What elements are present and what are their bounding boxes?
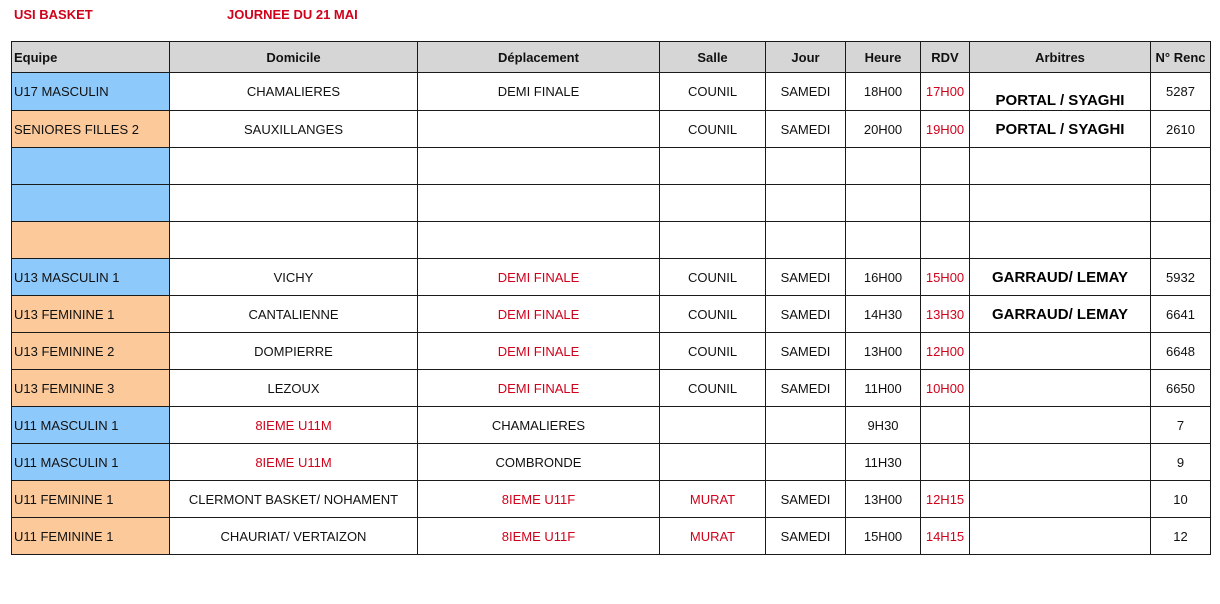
cell-deplacement bbox=[418, 222, 660, 259]
header-renc: N° Renc bbox=[1151, 42, 1211, 73]
cell-salle bbox=[660, 222, 766, 259]
cell-equipe: SENIORES FILLES 2 bbox=[12, 111, 170, 148]
cell-rdv bbox=[921, 185, 970, 222]
cell-jour: SAMEDI bbox=[766, 73, 846, 111]
table-row bbox=[12, 185, 1211, 222]
cell-domicile: CHAURIAT/ VERTAIZON bbox=[170, 518, 418, 555]
cell-equipe: U13 FEMININE 3 bbox=[12, 370, 170, 407]
cell-rdv: 15H00 bbox=[921, 259, 970, 296]
cell-domicile: 8IEME U11M bbox=[170, 407, 418, 444]
cell-heure: 16H00 bbox=[846, 259, 921, 296]
cell-rdv: 12H00 bbox=[921, 333, 970, 370]
cell-arbitres: PORTAL / SYAGHI bbox=[970, 111, 1151, 148]
cell-equipe: U17 MASCULIN bbox=[12, 73, 170, 111]
table-row bbox=[12, 296, 1211, 333]
cell-equipe: U13 MASCULIN 1 bbox=[12, 259, 170, 296]
cell-arbitres bbox=[970, 518, 1151, 555]
table-row bbox=[12, 444, 1211, 481]
cell-jour bbox=[766, 148, 846, 185]
cell-renc: 6641 bbox=[1151, 296, 1211, 333]
cell-salle: COUNIL bbox=[660, 296, 766, 333]
table-row bbox=[12, 73, 1211, 111]
cell-rdv bbox=[921, 444, 970, 481]
cell-jour bbox=[766, 444, 846, 481]
cell-salle: COUNIL bbox=[660, 370, 766, 407]
cell-arbitres: GARRAUD/ LEMAY bbox=[970, 259, 1151, 296]
cell-arbitres bbox=[970, 185, 1151, 222]
cell-rdv bbox=[921, 148, 970, 185]
cell-renc: 9 bbox=[1151, 444, 1211, 481]
header-deplacement: Déplacement bbox=[418, 42, 660, 73]
cell-salle: MURAT bbox=[660, 481, 766, 518]
schedule-table bbox=[11, 41, 1211, 555]
cell-arbitres bbox=[970, 407, 1151, 444]
cell-renc: 12 bbox=[1151, 518, 1211, 555]
cell-domicile bbox=[170, 185, 418, 222]
cell-equipe: U13 FEMININE 2 bbox=[12, 333, 170, 370]
cell-equipe bbox=[12, 185, 170, 222]
cell-arbitres: PORTAL / SYAGHI bbox=[970, 73, 1151, 111]
journee-title: JOURNEE DU 21 MAI bbox=[227, 7, 358, 22]
cell-deplacement: DEMI FINALE bbox=[418, 259, 660, 296]
cell-domicile: CLERMONT BASKET/ NOHAMENT bbox=[170, 481, 418, 518]
cell-salle: COUNIL bbox=[660, 73, 766, 111]
cell-arbitres: GARRAUD/ LEMAY bbox=[970, 296, 1151, 333]
cell-heure: 18H00 bbox=[846, 73, 921, 111]
cell-rdv bbox=[921, 222, 970, 259]
cell-arbitres bbox=[970, 222, 1151, 259]
cell-jour: SAMEDI bbox=[766, 333, 846, 370]
cell-arbitres bbox=[970, 333, 1151, 370]
cell-deplacement bbox=[418, 148, 660, 185]
cell-salle: MURAT bbox=[660, 518, 766, 555]
cell-equipe: U11 MASCULIN 1 bbox=[12, 444, 170, 481]
cell-rdv: 10H00 bbox=[921, 370, 970, 407]
table-row bbox=[12, 111, 1211, 148]
cell-renc: 2610 bbox=[1151, 111, 1211, 148]
header-equipe: Equipe bbox=[12, 42, 170, 73]
cell-heure: 20H00 bbox=[846, 111, 921, 148]
cell-equipe: U11 MASCULIN 1 bbox=[12, 407, 170, 444]
cell-domicile: DOMPIERRE bbox=[170, 333, 418, 370]
cell-domicile: CHAMALIERES bbox=[170, 73, 418, 111]
cell-renc: 6650 bbox=[1151, 370, 1211, 407]
cell-arbitres bbox=[970, 444, 1151, 481]
cell-jour: SAMEDI bbox=[766, 296, 846, 333]
table-row bbox=[12, 333, 1211, 370]
cell-renc: 6648 bbox=[1151, 333, 1211, 370]
table-row bbox=[12, 370, 1211, 407]
cell-heure: 14H30 bbox=[846, 296, 921, 333]
cell-arbitres bbox=[970, 148, 1151, 185]
cell-salle bbox=[660, 148, 766, 185]
table-row bbox=[12, 222, 1211, 259]
table-row bbox=[12, 518, 1211, 555]
cell-jour: SAMEDI bbox=[766, 370, 846, 407]
cell-deplacement: CHAMALIERES bbox=[418, 407, 660, 444]
cell-equipe: U11 FEMININE 1 bbox=[12, 518, 170, 555]
cell-rdv: 14H15 bbox=[921, 518, 970, 555]
cell-arbitres bbox=[970, 481, 1151, 518]
cell-rdv: 19H00 bbox=[921, 111, 970, 148]
cell-renc: 10 bbox=[1151, 481, 1211, 518]
cell-jour: SAMEDI bbox=[766, 481, 846, 518]
cell-salle: COUNIL bbox=[660, 111, 766, 148]
cell-domicile bbox=[170, 148, 418, 185]
cell-salle bbox=[660, 407, 766, 444]
cell-heure: 13H00 bbox=[846, 333, 921, 370]
header-domicile: Domicile bbox=[170, 42, 418, 73]
cell-rdv: 17H00 bbox=[921, 73, 970, 111]
cell-renc: 5932 bbox=[1151, 259, 1211, 296]
cell-deplacement bbox=[418, 111, 660, 148]
cell-deplacement: 8IEME U11F bbox=[418, 518, 660, 555]
cell-domicile: SAUXILLANGES bbox=[170, 111, 418, 148]
cell-heure: 13H00 bbox=[846, 481, 921, 518]
table-row bbox=[12, 148, 1211, 185]
cell-renc bbox=[1151, 185, 1211, 222]
table-row bbox=[12, 481, 1211, 518]
cell-deplacement: COMBRONDE bbox=[418, 444, 660, 481]
cell-equipe: U13 FEMININE 1 bbox=[12, 296, 170, 333]
cell-heure bbox=[846, 222, 921, 259]
cell-salle bbox=[660, 444, 766, 481]
table-row bbox=[12, 407, 1211, 444]
cell-heure: 9H30 bbox=[846, 407, 921, 444]
cell-heure: 11H30 bbox=[846, 444, 921, 481]
cell-jour: SAMEDI bbox=[766, 259, 846, 296]
cell-rdv: 13H30 bbox=[921, 296, 970, 333]
cell-domicile: 8IEME U11M bbox=[170, 444, 418, 481]
cell-rdv bbox=[921, 407, 970, 444]
cell-renc: 7 bbox=[1151, 407, 1211, 444]
table-row bbox=[12, 259, 1211, 296]
cell-salle: COUNIL bbox=[660, 333, 766, 370]
header-heure: Heure bbox=[846, 42, 921, 73]
cell-salle bbox=[660, 185, 766, 222]
cell-rdv: 12H15 bbox=[921, 481, 970, 518]
header-rdv: RDV bbox=[921, 42, 970, 73]
cell-renc bbox=[1151, 222, 1211, 259]
cell-deplacement: DEMI FINALE bbox=[418, 296, 660, 333]
cell-jour bbox=[766, 407, 846, 444]
cell-jour: SAMEDI bbox=[766, 111, 846, 148]
cell-jour bbox=[766, 185, 846, 222]
cell-deplacement: 8IEME U11F bbox=[418, 481, 660, 518]
cell-arbitres bbox=[970, 370, 1151, 407]
cell-heure bbox=[846, 148, 921, 185]
club-title: USI BASKET bbox=[14, 7, 93, 22]
cell-renc: 5287 bbox=[1151, 73, 1211, 111]
cell-equipe bbox=[12, 222, 170, 259]
cell-heure: 15H00 bbox=[846, 518, 921, 555]
cell-jour: SAMEDI bbox=[766, 518, 846, 555]
cell-domicile bbox=[170, 222, 418, 259]
cell-heure: 11H00 bbox=[846, 370, 921, 407]
cell-equipe bbox=[12, 148, 170, 185]
cell-deplacement bbox=[418, 185, 660, 222]
header-jour: Jour bbox=[766, 42, 846, 73]
cell-domicile: LEZOUX bbox=[170, 370, 418, 407]
cell-deplacement: DEMI FINALE bbox=[418, 333, 660, 370]
cell-deplacement: DEMI FINALE bbox=[418, 73, 660, 111]
header-salle: Salle bbox=[660, 42, 766, 73]
cell-salle: COUNIL bbox=[660, 259, 766, 296]
cell-jour bbox=[766, 222, 846, 259]
cell-heure bbox=[846, 185, 921, 222]
header-arbitres: Arbitres bbox=[970, 42, 1151, 73]
cell-domicile: CANTALIENNE bbox=[170, 296, 418, 333]
cell-deplacement: DEMI FINALE bbox=[418, 370, 660, 407]
cell-domicile: VICHY bbox=[170, 259, 418, 296]
cell-equipe: U11 FEMININE 1 bbox=[12, 481, 170, 518]
table-header-row bbox=[12, 42, 1211, 73]
cell-renc bbox=[1151, 148, 1211, 185]
table-body bbox=[12, 73, 1211, 555]
